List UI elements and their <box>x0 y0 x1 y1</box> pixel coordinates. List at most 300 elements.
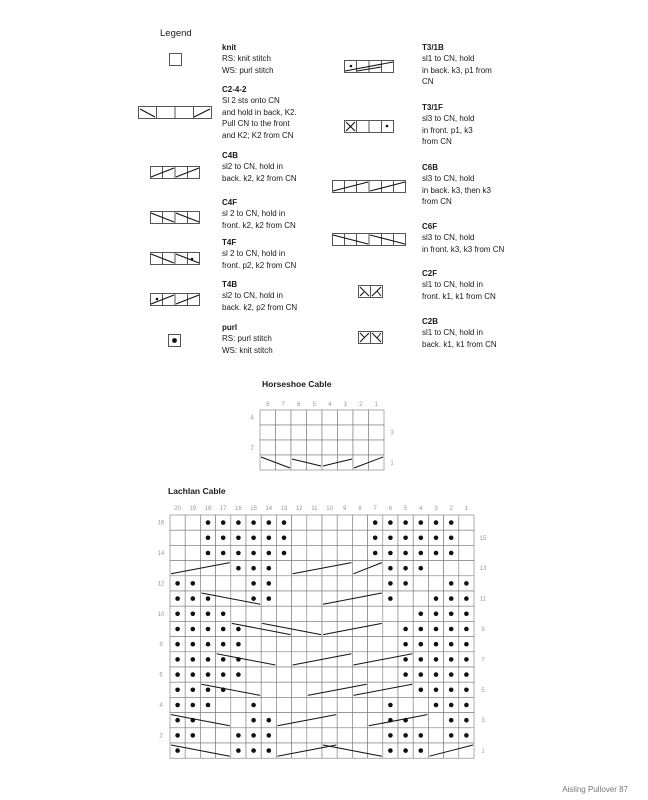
chart-cell <box>276 697 291 712</box>
purl-dot <box>464 733 469 738</box>
row-number: 6 <box>159 672 163 679</box>
legend-text: purl RS: purl stitch WS: knit stitch <box>222 323 273 355</box>
purl-dot <box>191 642 196 647</box>
purl-dot <box>206 520 211 525</box>
chart-cell <box>369 425 385 440</box>
purl-dot <box>449 688 454 693</box>
chart-cell <box>307 606 322 621</box>
horseshoe-title: Horseshoe Cable <box>262 379 332 389</box>
purl-dot <box>191 733 196 738</box>
chart-cell <box>352 713 367 728</box>
purl-dot <box>434 520 439 525</box>
row-number: 10 <box>157 611 165 618</box>
chart-cell <box>307 728 322 743</box>
chart-cell <box>292 697 307 712</box>
purl-dot <box>206 551 211 556</box>
purl-dot <box>175 596 180 601</box>
chart-cell <box>170 530 185 545</box>
purl-dot <box>373 551 378 556</box>
t4b-symbol <box>150 293 200 306</box>
purl-dot <box>403 657 408 662</box>
purl-dot <box>388 733 393 738</box>
purl-dot <box>236 748 241 753</box>
purl-dot <box>267 748 272 753</box>
chart-cell <box>307 530 322 545</box>
purl-dot <box>434 551 439 556</box>
chart-cell <box>337 545 352 560</box>
purl-dot <box>403 581 408 586</box>
chart-cell <box>216 728 231 743</box>
chart-cell <box>276 591 291 606</box>
chart-cell <box>338 425 354 440</box>
purl-dot <box>206 627 211 632</box>
purl-dot <box>175 688 180 693</box>
purl-dot <box>388 536 393 541</box>
chart-cell <box>307 425 323 440</box>
purl-dot <box>206 642 211 647</box>
chart-cell <box>216 697 231 712</box>
row-number: 2 <box>250 445 254 452</box>
col-number: 3 <box>434 506 438 512</box>
chart-cell <box>260 410 276 425</box>
chart-cell <box>307 455 323 470</box>
chart-cell <box>322 728 337 743</box>
chart-cell <box>352 637 367 652</box>
legend-text: T4B sl2 to CN, hold in back. k2, p2 from CN <box>222 280 298 312</box>
purl-dot <box>434 688 439 693</box>
purl-dot <box>403 536 408 541</box>
chart-cell <box>352 667 367 682</box>
purl-dot <box>191 612 196 617</box>
page-footer: Aisling Pullover 87 <box>562 785 628 794</box>
purl-dot <box>267 733 272 738</box>
purl-dot <box>419 642 424 647</box>
row-number: 9 <box>481 627 485 633</box>
chart-cell <box>322 545 337 560</box>
c6b-symbol <box>332 180 406 193</box>
purl-dot <box>236 642 241 647</box>
chart-cell <box>322 667 337 682</box>
purl-dot <box>251 703 256 708</box>
col-number: 6 <box>388 506 393 512</box>
chart-cell <box>231 576 246 591</box>
purl-dot <box>403 566 408 571</box>
purl-dot <box>267 520 272 525</box>
purl-dot <box>373 520 378 525</box>
purl-dot <box>434 657 439 662</box>
c2f-symbol <box>358 285 383 298</box>
chart-cell <box>353 425 369 440</box>
chart-cell <box>369 440 385 455</box>
col-number: 19 <box>189 506 197 512</box>
purl-dot <box>434 703 439 708</box>
col-number: 8 <box>358 506 362 512</box>
col-number: 4 <box>419 506 423 512</box>
col-number: 5 <box>403 506 408 512</box>
chart-cell <box>292 576 307 591</box>
purl-dot <box>388 520 393 525</box>
chart-cell <box>292 515 307 530</box>
col-number: 16 <box>235 506 242 512</box>
chart-cell <box>292 728 307 743</box>
legend-text: T3/1B sl1 to CN, hold in back. k3, p1 from CN <box>422 43 492 87</box>
chart-cell <box>307 410 323 425</box>
row-number: 1 <box>390 460 394 467</box>
chart-cell <box>200 728 215 743</box>
purl-dot <box>464 688 469 693</box>
chart-cell <box>185 515 200 530</box>
chart-cell <box>291 455 307 470</box>
c6f-symbol <box>332 233 406 246</box>
chart-cell <box>353 410 369 425</box>
purl-dot <box>388 703 393 708</box>
row-number: 7 <box>481 657 485 664</box>
chart-cell <box>185 545 200 560</box>
col-number: 13 <box>280 506 288 512</box>
col-number: 3 <box>343 402 347 408</box>
chart-cell <box>337 728 352 743</box>
chart-cell <box>276 410 292 425</box>
purl-dot <box>449 718 454 723</box>
chart-cell <box>459 515 474 530</box>
purl-dot <box>175 718 180 723</box>
purl-dot <box>191 703 196 708</box>
chart-cell <box>322 455 338 470</box>
c2-4-2-symbol <box>138 106 212 119</box>
chart-cell <box>428 561 443 576</box>
row-number: 3 <box>481 718 485 725</box>
chart-cell <box>322 637 337 652</box>
chart-cell <box>459 530 474 545</box>
purl-dot <box>388 566 393 571</box>
chart-cell <box>383 667 398 682</box>
chart-cell <box>368 576 383 591</box>
chart-cell <box>307 515 322 530</box>
row-number: 1 <box>481 748 485 755</box>
chart-cell <box>338 410 354 425</box>
purl-dot <box>267 536 272 541</box>
purl-dot <box>434 596 439 601</box>
purl-dot <box>251 748 256 753</box>
purl-dot <box>175 612 180 617</box>
chart-cell <box>322 606 337 621</box>
c4b-symbol <box>150 166 200 179</box>
purl-dot <box>251 566 256 571</box>
purl-dot <box>464 672 469 677</box>
chart-cell <box>170 545 185 560</box>
chart-cell <box>352 728 367 743</box>
chart-cell <box>352 515 367 530</box>
chart-cell <box>307 576 322 591</box>
chart-cell <box>261 697 276 712</box>
lachlan-chart <box>150 500 500 772</box>
purl-dot <box>206 672 211 677</box>
chart-cell <box>276 682 291 697</box>
chart-cell <box>260 440 276 455</box>
purl-dot <box>206 657 211 662</box>
purl-dot <box>251 536 256 541</box>
purl-dot <box>464 718 469 723</box>
col-number: 6 <box>297 402 301 408</box>
chart-cell <box>276 561 291 576</box>
chart-cell <box>368 728 383 743</box>
legend-text: C4B sl2 to CN, hold in back. k2, k2 from CN <box>222 151 297 183</box>
purl-dot <box>403 642 408 647</box>
purl-dot <box>388 596 393 601</box>
legend-text: C6F sl3 to CN, hold in front. k3, k3 from CN <box>422 222 505 254</box>
purl-dot <box>464 596 469 601</box>
purl-dot <box>419 688 424 693</box>
purl-dot <box>175 581 180 586</box>
chart-cell <box>292 667 307 682</box>
purl-dot <box>403 520 408 525</box>
chart-cell <box>200 576 215 591</box>
purl-dot <box>449 672 454 677</box>
chart-cell <box>307 697 322 712</box>
purl-dot <box>449 551 454 556</box>
chart-cell <box>337 697 352 712</box>
purl-dot <box>464 581 469 586</box>
purl-dot <box>434 627 439 632</box>
purl-dot <box>221 642 226 647</box>
chart-cell <box>307 591 322 606</box>
chart-cell <box>383 637 398 652</box>
purl-dot <box>236 551 241 556</box>
purl-dot <box>206 596 211 601</box>
chart-cell <box>261 682 276 697</box>
purl-dot <box>251 520 256 525</box>
col-number: 11 <box>311 506 318 512</box>
col-number: 15 <box>250 506 257 512</box>
purl-dot <box>464 627 469 632</box>
chart-cell <box>383 606 398 621</box>
col-number: 2 <box>449 506 453 512</box>
purl-dot <box>403 748 408 753</box>
chart-cell <box>322 440 338 455</box>
chart-cell <box>352 606 367 621</box>
purl-dot <box>267 718 272 723</box>
purl-dot <box>267 566 272 571</box>
purl-dot <box>236 733 241 738</box>
chart-cell <box>337 576 352 591</box>
purl-dot <box>206 612 211 617</box>
chart-cell <box>276 425 292 440</box>
legend-text: C2F sl1 to CN, hold in front. k1, k1 from CN <box>422 269 496 301</box>
purl-dot <box>449 733 454 738</box>
purl-dot <box>251 596 256 601</box>
purl-dot <box>282 520 287 525</box>
col-number: 7 <box>281 402 285 408</box>
purl-dot <box>267 581 272 586</box>
purl-dot <box>419 733 424 738</box>
chart-cell <box>369 410 385 425</box>
chart-cell <box>291 425 307 440</box>
purl-dot <box>221 657 226 662</box>
purl-dot <box>449 627 454 632</box>
chart-cell <box>170 515 185 530</box>
purl-dot <box>251 581 256 586</box>
row-number: 3 <box>390 430 394 437</box>
purl-dot <box>282 551 287 556</box>
chart-cell <box>307 667 322 682</box>
purl-dot <box>221 536 226 541</box>
col-number: 17 <box>219 506 227 512</box>
chart-cell <box>292 545 307 560</box>
purl-dot <box>236 520 241 525</box>
chart-cell <box>322 530 337 545</box>
chart-cell <box>322 425 338 440</box>
purl-dot <box>175 627 180 632</box>
purl-dot <box>236 566 241 571</box>
chart-cell <box>291 440 307 455</box>
purl-dot <box>221 627 226 632</box>
col-number: 2 <box>359 402 363 408</box>
legend-text: C2B sl1 to CN, hold in back. k1, k1 from CN <box>422 317 497 349</box>
row-number: 13 <box>479 566 487 573</box>
col-number: 14 <box>265 506 273 512</box>
chart-cell <box>231 713 246 728</box>
purl-dot <box>175 642 180 647</box>
chart-cell <box>368 667 383 682</box>
chart-cell <box>276 652 291 667</box>
row-number: 12 <box>157 581 165 588</box>
chart-cell <box>428 576 443 591</box>
purl-dot <box>236 672 241 677</box>
t4f-symbol <box>150 252 200 265</box>
purl-dot <box>206 536 211 541</box>
chart-cell <box>261 667 276 682</box>
purl-dot <box>267 596 272 601</box>
purl-dot <box>434 642 439 647</box>
col-number: 1 <box>464 506 469 512</box>
chart-cell <box>368 697 383 712</box>
chart-cell <box>261 637 276 652</box>
purl-dot <box>221 612 226 617</box>
purl-dot <box>175 657 180 662</box>
purl-dot <box>388 748 393 753</box>
purl-dot <box>464 642 469 647</box>
purl-dot <box>419 627 424 632</box>
chart-cell <box>413 697 428 712</box>
purl-dot <box>175 733 180 738</box>
chart-cell <box>337 637 352 652</box>
chart-cell <box>322 697 337 712</box>
col-number: 9 <box>343 506 347 512</box>
chart-cell <box>231 606 246 621</box>
chart-cell <box>291 410 307 425</box>
row-number: 2 <box>159 733 163 740</box>
chart-cell <box>337 515 352 530</box>
purl-dot <box>221 672 226 677</box>
chart-cell <box>307 545 322 560</box>
col-number: 12 <box>295 506 303 512</box>
col-number: 1 <box>374 402 378 408</box>
chart-cell <box>368 606 383 621</box>
purl-dot <box>175 672 180 677</box>
chart-cell <box>413 591 428 606</box>
purl-dot <box>419 536 424 541</box>
chart-cell <box>260 425 276 440</box>
purl-dot <box>434 536 439 541</box>
purl-dot <box>221 551 226 556</box>
chart-cell <box>337 713 352 728</box>
t3-1f-symbol <box>344 120 394 133</box>
c2b-symbol <box>358 331 383 344</box>
row-number: 5 <box>481 687 485 694</box>
chart-cell <box>368 637 383 652</box>
purl-dot <box>449 581 454 586</box>
chart-cell <box>276 728 291 743</box>
row-number: 16 <box>157 520 165 527</box>
col-number: 8 <box>266 402 270 408</box>
purl-dot <box>419 566 424 571</box>
chart-cell <box>352 697 367 712</box>
legend-text: C2-4-2 Sl 2 sts onto CN and hold in back, K2. Pull CN to the front and K2; K2 from CN <box>222 85 297 140</box>
purl-dot <box>449 520 454 525</box>
row-number: 4 <box>159 703 163 709</box>
purl-dot <box>419 748 424 753</box>
chart-cell <box>261 606 276 621</box>
purl-dot <box>175 703 180 708</box>
chart-cell <box>428 713 443 728</box>
purl-dot <box>251 718 256 723</box>
chart-cell <box>216 576 231 591</box>
purl-dot <box>434 672 439 677</box>
purl-dot <box>449 703 454 708</box>
chart-cell <box>352 545 367 560</box>
purl-dot <box>419 612 424 617</box>
chart-cell <box>352 530 367 545</box>
c4f-symbol <box>150 211 200 224</box>
purl-dot <box>419 551 424 556</box>
purl-dot <box>373 536 378 541</box>
row-number: 15 <box>479 535 487 542</box>
purl-dot <box>388 581 393 586</box>
chart-cell <box>352 576 367 591</box>
row-number: 4 <box>250 415 254 422</box>
knit-symbol <box>169 53 182 66</box>
chart-cell <box>322 410 338 425</box>
purl-dot <box>419 520 424 525</box>
purl-dot <box>449 612 454 617</box>
purl-dot <box>449 642 454 647</box>
purl-dot <box>191 688 196 693</box>
purl-dot <box>403 733 408 738</box>
col-number: 10 <box>326 506 333 512</box>
chart-cell <box>337 530 352 545</box>
col-number: 7 <box>373 506 377 512</box>
col-number: 18 <box>204 506 212 512</box>
purl-dot <box>206 688 211 693</box>
chart-cell <box>459 561 474 576</box>
chart-cell <box>337 667 352 682</box>
row-number: 14 <box>157 551 165 557</box>
chart-cell <box>322 576 337 591</box>
chart-cell <box>276 440 292 455</box>
horseshoe-chart <box>240 395 410 475</box>
purl-dot <box>251 551 256 556</box>
chart-cell <box>292 530 307 545</box>
purl-dot <box>449 657 454 662</box>
chart-cell <box>444 561 459 576</box>
chart-cell <box>231 697 246 712</box>
purl-dot <box>191 672 196 677</box>
purl-dot <box>191 596 196 601</box>
chart-cell <box>185 530 200 545</box>
legend-text: knit RS: knit stitch WS: purl stitch <box>222 43 274 75</box>
chart-cell <box>276 667 291 682</box>
purl-dot <box>403 672 408 677</box>
